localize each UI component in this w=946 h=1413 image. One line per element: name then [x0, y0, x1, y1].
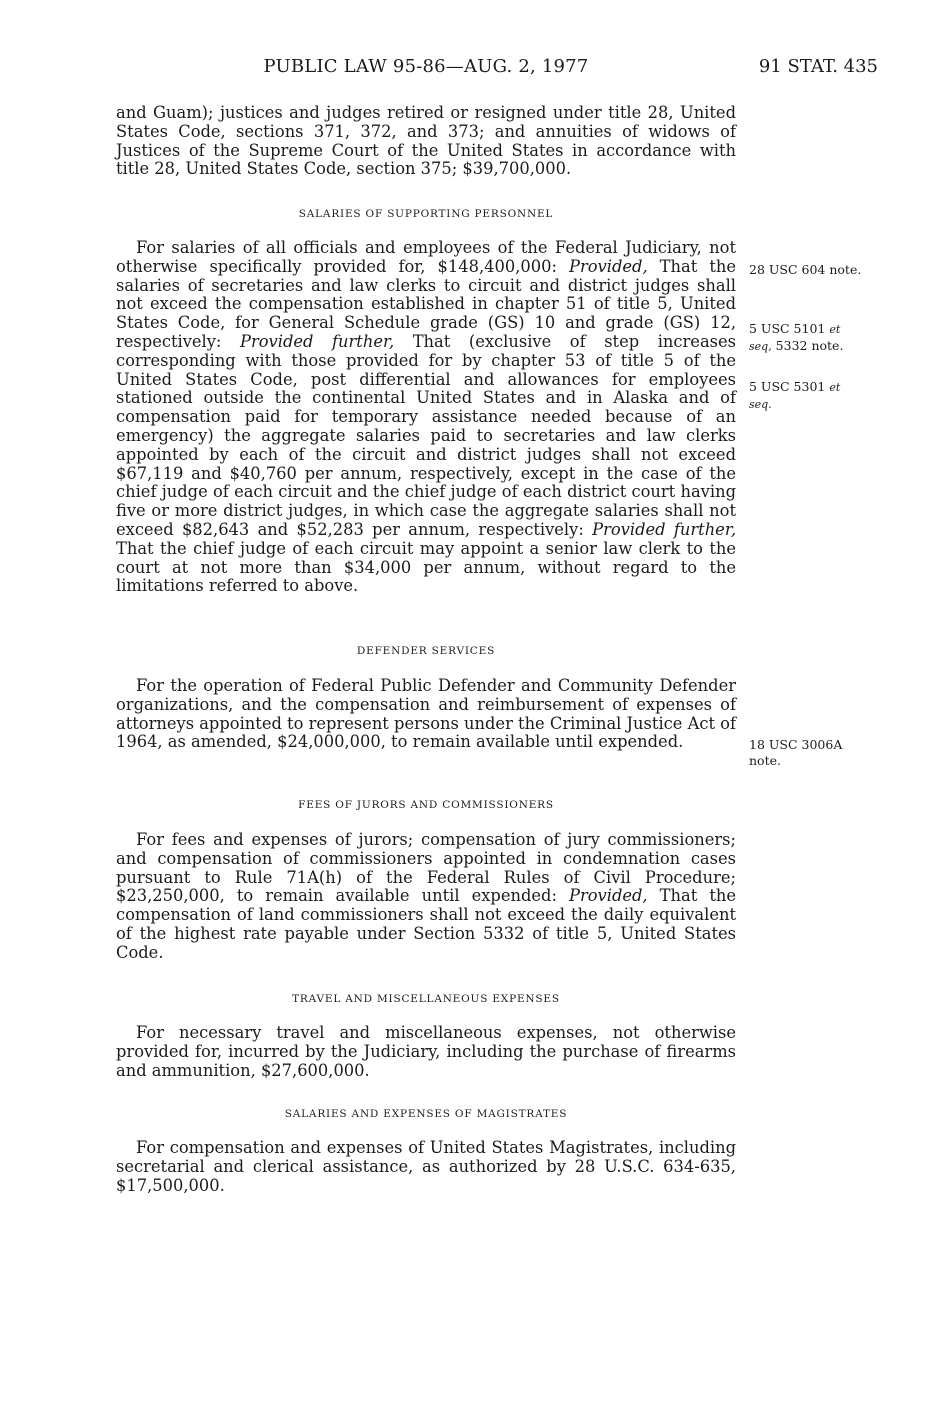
note-italic: et	[829, 323, 841, 336]
margin-note-5-usc-5101	[749, 321, 889, 355]
note-text: note.	[749, 753, 781, 768]
margin-note-5-usc-5301	[749, 379, 889, 413]
note-italic: seq.	[749, 398, 772, 411]
stat-citation: 91 STAT. 435	[758, 56, 878, 77]
paragraph-judges-retired: and Guam); justices and judges retired or resigned under title 28, United States Code, sections 371, 372, and 373; and annuities of widows of Justices of the Supreme Court of the United States in accordance with title 28, United States Code, section 375; $39,700,000.	[116, 103, 736, 179]
proviso-italic: Provided further,	[592, 519, 736, 539]
proviso-italic: Provided,	[569, 886, 648, 906]
note-text: 5 USC 5101	[749, 321, 830, 336]
margin-note-28-usc-604: 28 USC 604 note.	[749, 262, 862, 277]
paragraph-travel-misc-expenses: For necessary travel and miscellaneous expenses, not otherwise provided for, incurred by the Judiciary, including the purchase of firearms and ammunition, $27,600,000.	[116, 1023, 736, 1080]
note-text: 18 USC 3006A	[749, 737, 843, 752]
paragraph-defender-services: For the operation of Federal Public Defender and Community Defender organizations, and the compensation and reimbursement of expenses of attorneys appointed to represent persons under the Criminal Justice Act of 1964, as amended, $24,000,000, to remain available until expended.	[116, 676, 736, 752]
paragraph-salaries-magistrates: For compensation and expenses of United States Magistrates, including secretarial and clerical assistance, as authorized by 28 U.S.C. 634-635, $17,500,000.	[116, 1138, 736, 1195]
paragraph-fees-of-jurors	[116, 831, 736, 963]
running-head: PUBLIC LAW 95-86—AUG. 2, 1977	[263, 56, 589, 77]
text-run: That (exclusive of step increases corresponding with those provided for by chapter 53 of title 5 of the United States Code, post differential and allowances for employees stationed outside the continental United States and in Alaska and of compensation paid for temporary assistance needed because of an emergency) the aggregate salaries paid to secretaries and law clerks appointed by each of the circuit and district judges shall not exceed $67,119 and $40,760 per annum, respectively, except in the case of the chief judge of each circuit and the chief judge of each district court having five or more district judges, in which case the aggregate salaries shall not exceed $82,643 and $52,283 per annum, respectively:	[116, 331, 736, 539]
note-text: 5 USC 5301	[749, 379, 830, 394]
text-run: That the compensation of land commissioners shall not exceed the daily equivalent of the highest rate payable under Section 5332 of title 5, United States Code.	[116, 886, 736, 962]
text-run: That the chief judge of each circuit may appoint a senior law clerk to the court at not more than $34,000 per annum, without regard to the limitations referred to above.	[116, 538, 736, 596]
note-italic: seq,	[749, 340, 772, 353]
text-run: For salaries of all officials and employees of the Federal Judiciary, not otherwise specifically provided for, $148,400,000:	[116, 238, 736, 276]
note-text: 5332 note.	[771, 338, 844, 353]
proviso-italic: Provided,	[569, 256, 648, 276]
proviso-italic: Provided further,	[240, 331, 395, 351]
paragraph-salaries-supporting-personnel	[116, 239, 736, 596]
heading-travel-misc-expenses: TRAVEL AND MISCELLANEOUS EXPENSES	[292, 993, 560, 1005]
heading-salaries-supporting-personnel: SALARIES OF SUPPORTING PERSONNEL	[298, 208, 554, 220]
heading-defender-services: DEFENDER SERVICES	[356, 645, 496, 657]
note-italic: et	[829, 381, 841, 394]
heading-fees-of-jurors: FEES OF JURORS AND COMMISSIONERS	[298, 799, 554, 811]
text-run: For fees and expenses of jurors; compensation of jury commissioners; and compensation of commissioners appointed in condemnation cases pursuant to Rule 71A(h) of the Federal Rules of Civil Procedure; $23,250,000, to remain available until expended:	[116, 830, 736, 906]
margin-note-18-usc-3006a	[749, 737, 889, 769]
text-run: That the salaries of secretaries and law clerks to circuit and district judges shall not exceed the compensation established in chapter 51 of title 5, United States Code, for General Schedule grade (GS) 10 and grade (GS) 12, respectively:	[116, 256, 736, 351]
heading-salaries-magistrates: SALARIES AND EXPENSES OF MAGISTRATES	[284, 1108, 568, 1120]
